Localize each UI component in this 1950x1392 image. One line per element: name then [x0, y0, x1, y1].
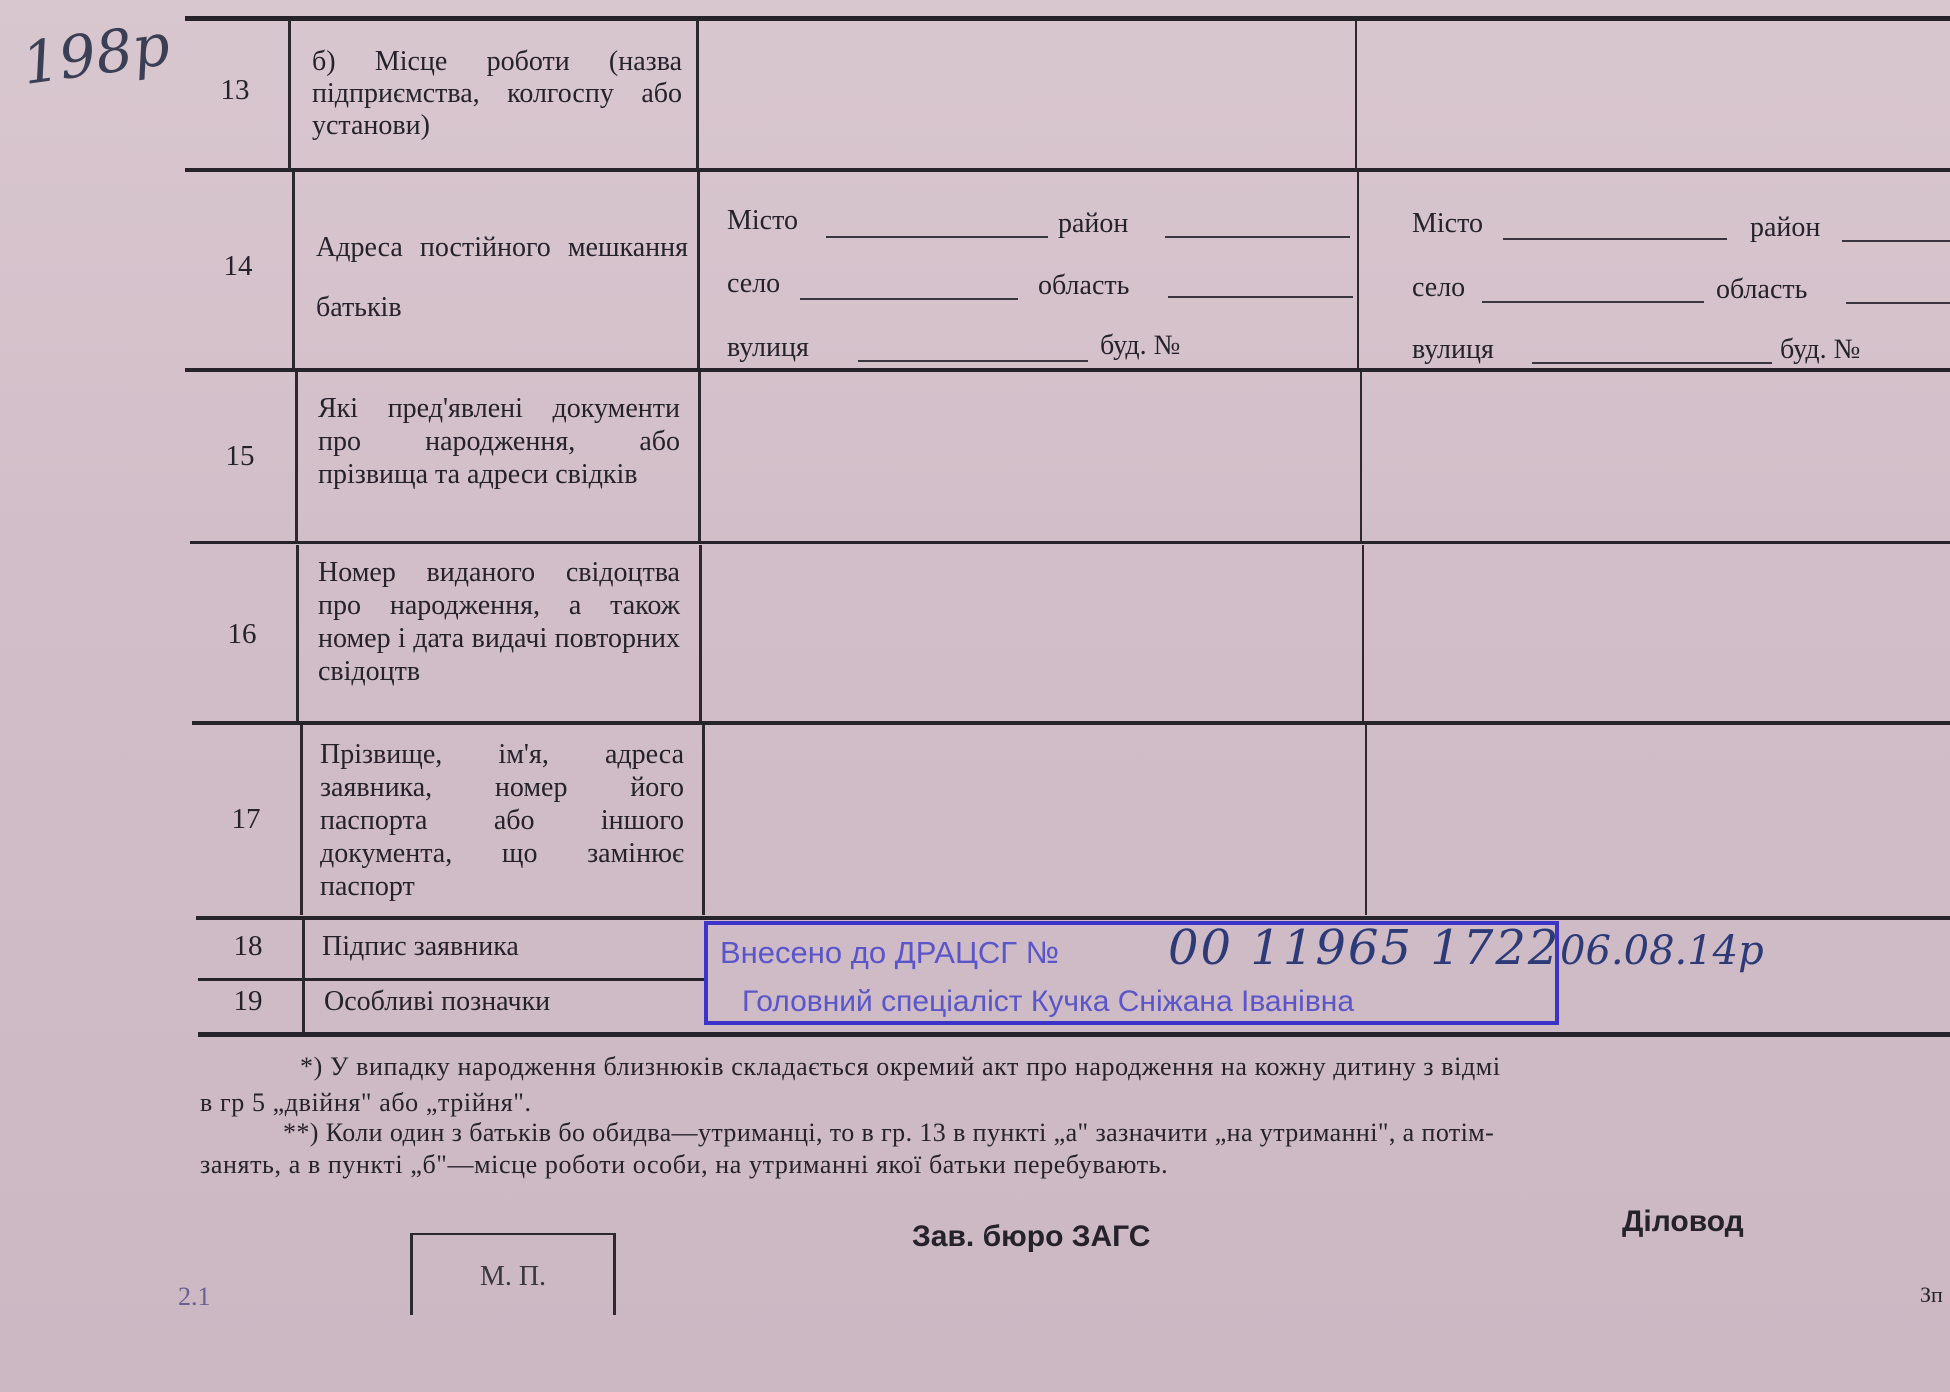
row-number-17: 17	[231, 803, 261, 835]
registry-head-label: Зав. бюро ЗАГС	[912, 1220, 1151, 1253]
col-divider-parents	[1355, 20, 1357, 170]
father-village-label: село	[727, 268, 781, 299]
father-building-label: буд. №	[1100, 330, 1181, 361]
rule-row19-bottom	[198, 1032, 1950, 1037]
col-divider-label	[699, 545, 702, 721]
row-number-19: 19	[233, 985, 263, 1017]
row-label-13: б) Місце роботи (назва підприємства, колгоспу або установи)	[312, 46, 682, 141]
rule-row16-bottom	[192, 721, 1950, 725]
footnote-1-line-2: в гр 5 „двійня" або „трійня".	[200, 1088, 532, 1117]
mother-street-label: вулиця	[1412, 334, 1494, 365]
footnote-2-line-2: занять, а в пункті „б"—місце роботи особи, на утриманні якої батьки перебувають.	[200, 1150, 1169, 1179]
father-street-line	[858, 360, 1088, 362]
row-label-16: Номер виданого свідоцтва про народження, а також номер і дата видачі повторних свідоцтв	[318, 557, 680, 687]
col-divider-num	[288, 20, 291, 170]
left-margin-mark: 2.1	[178, 1282, 211, 1311]
stamp-line-2: Головний спеціаліст Кучка Сніжана Іванівна	[742, 985, 1355, 1018]
col-divider-label	[698, 372, 701, 542]
col-divider-label	[702, 725, 705, 915]
father-region-line	[1168, 296, 1353, 298]
rule-row13-bottom	[185, 168, 1950, 172]
mother-region-line	[1846, 302, 1950, 304]
mother-city-line	[1503, 238, 1727, 240]
row-label-19: Особливі позначки	[324, 986, 551, 1017]
row-label-15: Які пред'явлені документи про народження, або прізвища та адреси свідків	[318, 393, 680, 490]
row-number-14: 14	[223, 250, 253, 282]
mother-street-line	[1532, 362, 1772, 364]
father-district-label: район	[1058, 208, 1129, 239]
footnote-1-line-1: *) У випадку народження близнюків складається окремий акт про народження на кожну дитину з відмі	[300, 1052, 1501, 1081]
rule-top	[185, 16, 1950, 21]
row-number-16: 16	[227, 618, 257, 650]
father-city-line	[826, 236, 1048, 238]
seal-place-label: М. П.	[479, 1261, 547, 1292]
mother-region-label: область	[1716, 274, 1808, 305]
col-divider-parents	[1365, 725, 1367, 915]
seal-place-box	[410, 1233, 616, 1315]
mother-district-label: район	[1750, 212, 1821, 243]
col-divider-label	[696, 20, 699, 170]
col-divider-num	[302, 920, 305, 1032]
stamp-handwritten-number: 00 11965 1722	[1168, 920, 1561, 976]
col-divider-num	[295, 372, 298, 542]
clerk-label: Діловод	[1622, 1205, 1744, 1238]
father-city-label: Місто	[727, 205, 798, 236]
right-margin-mark: Зп	[1920, 1282, 1943, 1307]
stamp-line-1: Внесено до ДРАЦСГ №	[720, 935, 1059, 970]
row-label-18: Підпис заявника	[322, 931, 519, 962]
col-divider-label	[697, 172, 700, 368]
father-street-label: вулиця	[727, 332, 809, 363]
row-number-15: 15	[225, 440, 255, 472]
mother-city-label: Місто	[1412, 208, 1483, 239]
stamp-handwritten-date: 06.08.14р	[1560, 928, 1764, 974]
footnote-2-line-1: **) Коли один з батьків бо обидва—утриманці, то в гр. 13 в пункті „а" зазначити „на утриманні", а потім-	[283, 1118, 1495, 1147]
col-divider-num	[296, 545, 299, 721]
handwritten-page-number: 198р	[17, 10, 174, 98]
col-divider-parents	[1357, 172, 1359, 368]
col-divider-num	[300, 725, 303, 915]
col-divider-num	[292, 172, 295, 368]
row-number-18: 18	[233, 930, 263, 962]
father-village-line	[800, 298, 1018, 300]
row-number-13: 13	[220, 74, 250, 106]
father-district-line	[1165, 236, 1350, 238]
mother-village-label: село	[1412, 272, 1466, 303]
mother-building-label: буд. №	[1780, 334, 1861, 365]
father-region-label: область	[1038, 270, 1130, 301]
mother-village-line	[1482, 301, 1704, 303]
row-label-17: Прізвище, ім'я, адреса заявника, номер його паспорта або іншого документа, що замінює паспорт	[320, 739, 684, 902]
rule-row15-bottom	[190, 541, 1950, 544]
mother-district-line	[1842, 240, 1950, 242]
rule-row14-bottom	[185, 368, 1950, 372]
rule-row18-bottom	[198, 978, 708, 981]
rule-row17-bottom	[196, 916, 1950, 920]
row-label-14: Адреса постійного мешкання батьків	[316, 232, 688, 323]
col-divider-parents	[1360, 372, 1362, 542]
col-divider-parents	[1362, 545, 1364, 721]
